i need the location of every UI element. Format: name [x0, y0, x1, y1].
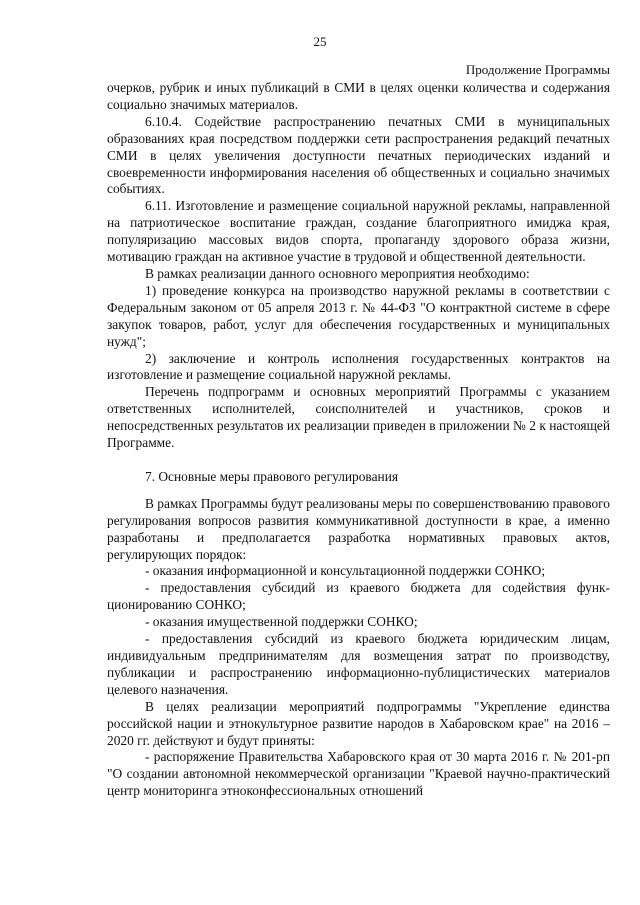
paragraph-6-11: 6.11. Изготовление и размещение социальной наружной рекламы, направленной на патриотическое воспитание граждан, создание благоприятного имиджа края, популяризацию массовых видов спорта, пропаганду здорового образа жизни, мотивацию граждан на активное участие в трудовой и общественной деятельности. — [107, 198, 610, 265]
paragraph-item-2: 2) заключение и контроль исполнения государственных контрактов на изготовление и размещение социальной наружной рекламы. — [107, 350, 610, 383]
paragraph-6-10-4: 6.10.4. Содействие распространению печатных СМИ в муниципальных образованиях края посредством поддержки сети распространения редакций печатных СМИ в целях увеличения доступности печатных периодических изданий и своевременности информирования населения об общественных и социально значимых событиях. — [107, 113, 610, 197]
section-title: 7. Основные меры правового регулирования — [145, 468, 399, 484]
list-item-order: - распоряжение Правительства Хабаровского края от 30 марта 2016 г. № 201-рп "О создании автономной некоммерческой организации "Краевой научно-практический центр мониторинга этноконфессиональных отношений — [107, 749, 610, 799]
paragraph-list-reference: Перечень подпрограмм и основных мероприятий Программы с указанием ответственных исполнителей, соисполнителей и участников, сроков и непосредственных результатов их реализации приведен в приложении № 2 к настоящей Программе. — [107, 384, 610, 451]
paragraph-intro-measures: В рамках реализации данного основного мероприятия необходимо: — [145, 265, 530, 281]
list-item-property-support: - оказания имущественной поддержки СОНКО; — [145, 614, 418, 630]
paragraph-subprogram: В целях реализации мероприятий подпрограммы "Укрепление единства российской нации и этнокультурное развитие народов в Хабаровском крае" на 2016 – 2020 гг. действуют и будут приняты: — [107, 698, 610, 748]
list-item-subsidies-sonko: - предоставления субсидий из краевого бюджета для содействия функционированию СОНКО; — [107, 580, 610, 613]
document-body — [107, 80, 610, 800]
paragraph-regulation-intro: В рамках Программы будут реализованы меры по совершенствованию правового регулирования вопросов развития коммуникативной доступности в крае, а именно разработаны и предполагается разработка нормативных правовых актов, регулирующих порядок: — [107, 495, 610, 562]
list-item-info-support: - оказания информационной и консультационной поддержки СОНКО; — [145, 563, 546, 579]
paragraph-item-1: 1) проведение конкурса на производство наружной рекламы в соответствии с Федеральным законом от 05 апреля 2013 г. № 44-ФЗ "О контрактной системе в сфере закупок товаров, работ, услуг для обеспечения государственных и муниципальных нужд"; — [107, 282, 610, 349]
paragraph-1: очерков, рубрик и иных публикаций в СМИ в целях оценки количества и содержания социально значимых материалов. — [107, 80, 610, 112]
list-item-subsidies-legal: - предоставления субсидий из краевого бюджета юридическим лицам, индивидуальным предпринимателям для возмещения затрат по производству, публикации и распространению информационно-публицистических материалов целевого назначения. — [107, 631, 610, 697]
continuation-label: Продолжение Программы — [465, 62, 610, 77]
page-number: 25 — [313, 34, 327, 49]
